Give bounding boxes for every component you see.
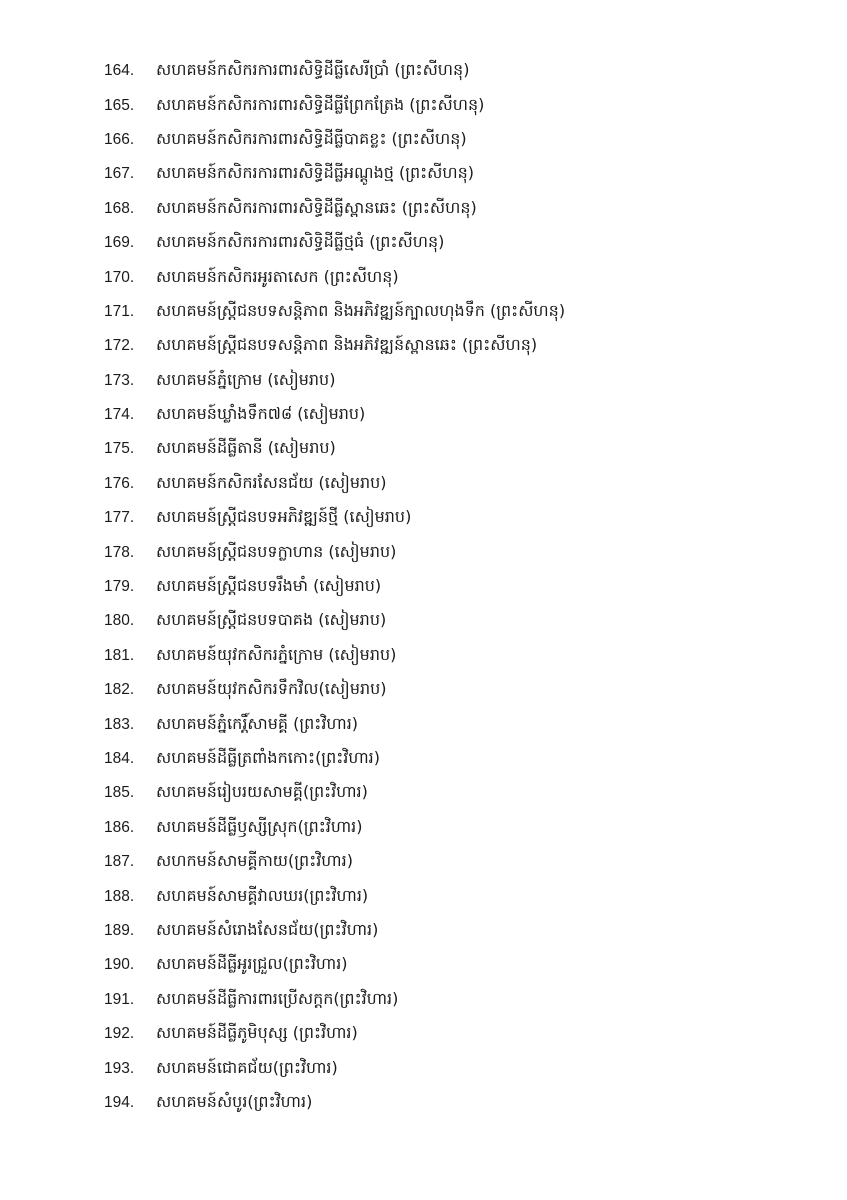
item-number: 183. [104, 715, 135, 733]
item-number: 189. [104, 921, 135, 939]
item-number: 179. [104, 578, 135, 596]
list-item [104, 707, 804, 741]
list-item [104, 535, 804, 569]
item-text: សហគមន៍ដីធ្លីការពារប្រើសក្ដក(ព្រះវិហារ) [156, 988, 399, 1008]
list-item [104, 226, 804, 260]
item-text: សហគមន៍សំរោងសែនជ័យ(ព្រះវិហារ) [156, 919, 379, 939]
list-item [104, 295, 804, 329]
item-number: 185. [104, 784, 135, 802]
item-text: សហគមន៍កសិករសែនជ័យ (សៀមរាប) [156, 472, 387, 492]
item-text: សហគមន៍ឃ្លាំងទឹក៧៨ (សៀមរាប) [156, 404, 366, 424]
item-text: សហគមន៍ដីធ្លីអូរជ្រួល(ព្រះវិហារ) [156, 954, 348, 974]
item-text: សហគមន៍កសិករការពារសិទ្ធិដីធ្លីថ្មធំ (ព្រះសីហនុ) [156, 232, 445, 252]
list-item [104, 604, 804, 638]
list-item [104, 742, 804, 776]
item-number: 176. [104, 474, 135, 492]
item-number: 169. [104, 234, 135, 252]
list-item [104, 948, 804, 982]
list-item [104, 673, 804, 707]
item-number: 171. [104, 302, 135, 320]
item-text: សហគមន៍សាមគ្គីវាលឃរ(ព្រះវិហារ) [156, 885, 369, 905]
item-text: សហគមន៍កសិករការពារសិទ្ធិដីធ្លីបាគខ្លះ (ព្រះសីហនុ) [156, 128, 467, 148]
list-item [104, 54, 804, 88]
list-item [104, 432, 804, 466]
item-number: 178. [104, 543, 135, 561]
item-text: សហគមន៍ស្ត្រីជនបទក្លាហាន (សៀមរាប) [156, 541, 397, 561]
list-item [104, 364, 804, 398]
item-text: សហគមន៍ស្ត្រីជនបទសន្តិភាព និងអភិវឌ្ឍន៍ស្ពានឆេះ (ព្រះសីហនុ) [156, 335, 538, 355]
item-number: 173. [104, 371, 135, 389]
item-text: សហគមន៍កសិករការពារសិទ្ធិដីធ្លីអណ្តូងថ្ម (ព្រះសីហនុ) [156, 163, 475, 183]
item-text: សហគមន៍ដីធ្លីឫស្សីស្រុក(ព្រះវិហារ) [156, 816, 363, 836]
item-text: សហគមន៍ជោគជ័យ(ព្រះវិហារ) [156, 1057, 338, 1077]
item-number: 180. [104, 612, 135, 630]
list-item [104, 1017, 804, 1051]
item-number: 182. [104, 681, 135, 699]
list-item [104, 1086, 804, 1120]
item-number: 191. [104, 990, 135, 1008]
item-text: សហគមន៍កសិករអូរតាសេក (ព្រះសីហនុ) [156, 266, 399, 286]
list-item [104, 639, 804, 673]
item-number: 186. [104, 818, 135, 836]
item-number: 192. [104, 1025, 135, 1043]
item-number: 167. [104, 165, 135, 183]
item-text: សហគមន៍ស្ត្រីជនបទរឹងមាំ (សៀមរាប) [156, 576, 382, 596]
list-item [104, 88, 804, 122]
item-text: សហគមន៍សំបូរ(ព្រះវិហារ) [156, 1091, 313, 1111]
list-item [104, 329, 804, 363]
item-text: សហគមន៍យុវកសិករទឹកវិល(សៀមរាប) [156, 679, 387, 699]
item-text: សហគមន៍ស្ត្រីជនបទសន្តិភាព និងអភិវឌ្ឍន៍ក្បាលហុងទឹក (ព្រះសីហនុ) [156, 300, 566, 320]
item-text: សហគមន៍កសិករការពារសិទ្ធិដីធ្លីសេរីប្រាំ (ព្រះសីហនុ) [156, 60, 470, 80]
list-item [104, 983, 804, 1017]
list-item [104, 1051, 804, 1085]
item-text: សហគមន៍ដីធ្លីត្រពាំងកកោះ(ព្រះវិហារ) [156, 748, 380, 767]
item-text: សហគមន៍រៀបរយសាមគ្គី(ព្រះវិហារ) [156, 782, 368, 802]
item-text: សហគមន៍កសិករការពារសិទ្ធិដីធ្លីព្រែកត្រែង (ព្រះសីហនុ) [156, 94, 485, 114]
item-text: សហកមន៍សាមគ្គីកាយ(ព្រះវិហារ) [156, 851, 353, 871]
list-item [104, 776, 804, 810]
item-number: 165. [104, 96, 135, 114]
community-list [104, 54, 804, 1120]
item-number: 166. [104, 130, 135, 148]
item-text: សហគមន៍យុវកសិករភ្នំក្រោម (សៀមរាប) [156, 644, 397, 664]
item-number: 170. [104, 268, 135, 286]
list-item [104, 123, 804, 157]
item-number: 177. [104, 509, 135, 527]
list-item [104, 811, 804, 845]
item-number: 193. [104, 1059, 135, 1077]
item-number: 168. [104, 199, 135, 217]
item-number: 187. [104, 853, 135, 871]
item-text: សហគមន៍ភ្នំកេរ្តិ៍សាមគ្គី (ព្រះវិហារ) [156, 713, 359, 733]
list-item [104, 260, 804, 294]
item-number: 184. [104, 750, 135, 767]
list-item [104, 845, 804, 879]
item-number: 172. [104, 337, 135, 355]
list-item [104, 879, 804, 913]
item-number: 194. [104, 1093, 135, 1111]
list-item [104, 501, 804, 535]
item-number: 188. [104, 887, 135, 905]
list-item [104, 157, 804, 191]
item-text: សហគមន៍ស្ត្រីជនបទអភិវឌ្ឍន៍ថ្មី (សៀមរាប) [156, 507, 412, 527]
item-number: 175. [104, 440, 135, 458]
item-number: 190. [104, 956, 135, 974]
item-number: 181. [104, 646, 135, 664]
item-text: សហគមន៍ភ្នំក្រោម (សៀមរាប) [156, 369, 336, 389]
list-item [104, 192, 804, 226]
item-text: សហគមន៍ដីធ្លីភូមិបុស្ស (ព្រះវិហារ) [156, 1023, 358, 1043]
list-item [104, 914, 804, 948]
item-text: សហគមន៍កសិករការពារសិទ្ធិដីធ្លីស្ពានឆេះ (ព្រះសីហនុ) [156, 197, 477, 217]
item-number: 174. [104, 406, 135, 424]
list-item [104, 398, 804, 432]
item-number: 164. [104, 62, 135, 80]
item-text: សហគមន៍ស្ត្រីជនបទបាគង (សៀមរាប) [156, 610, 387, 630]
list-item [104, 570, 804, 604]
list-item [104, 467, 804, 501]
item-text: សហគមន៍ដីធ្លីតានី (សៀមរាប) [156, 438, 336, 458]
